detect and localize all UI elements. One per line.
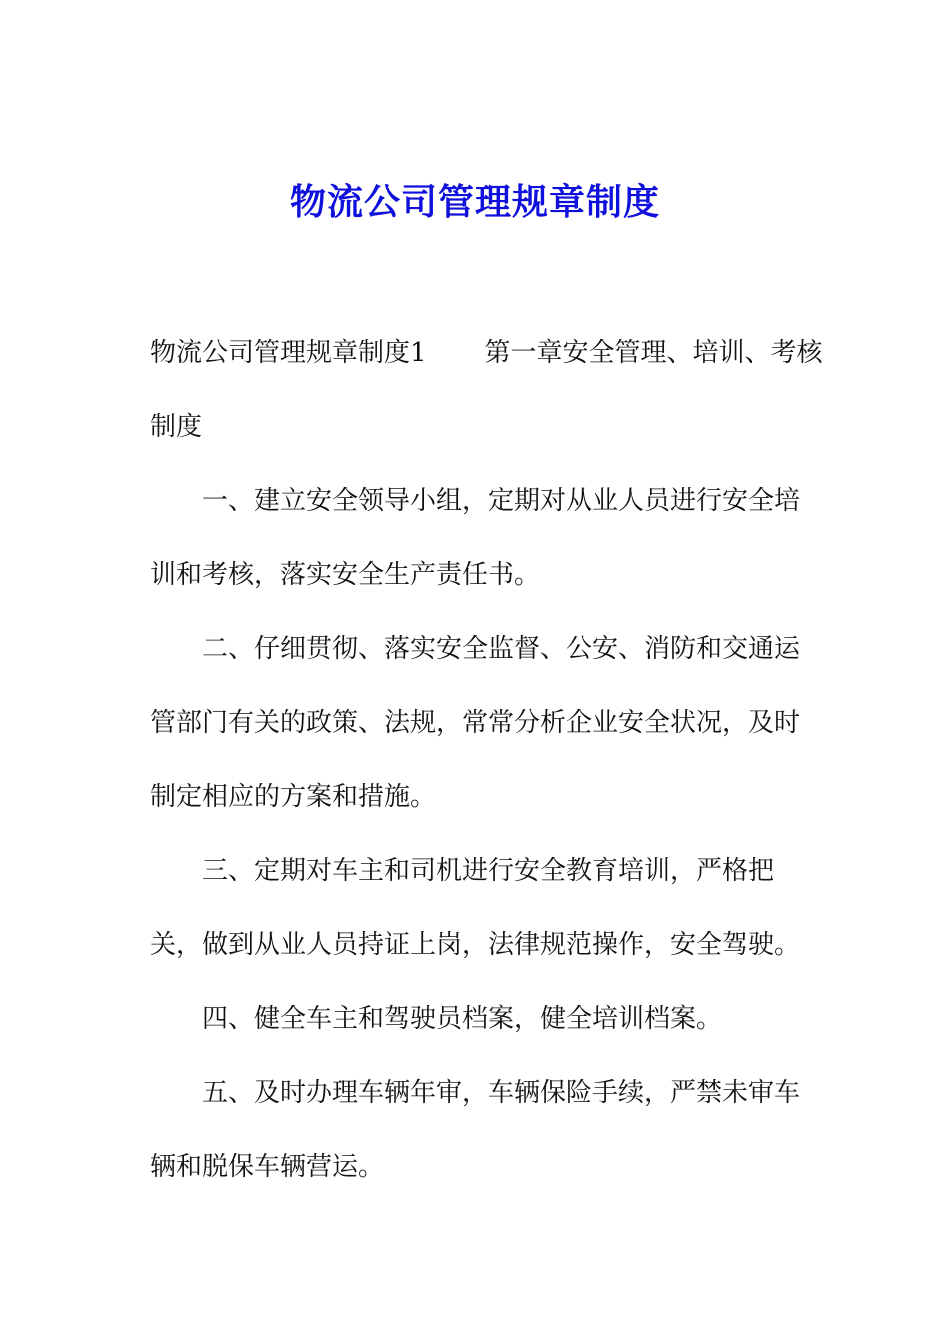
document-title: 物流公司管理规章制度 xyxy=(289,181,660,223)
paragraph-line: 三、定期对车主和司机进行安全教育培训，严格把 xyxy=(202,856,775,886)
chapter-heading: 第一章安全管理、培训、考核 xyxy=(484,338,823,368)
paragraph-line: 管部门有关的政策、法规，常常分析企业安全状况，及时 xyxy=(150,708,801,738)
section-heading: 物流公司管理规章制度1 xyxy=(150,338,427,368)
paragraph-line: 一、建立安全领导小组，定期对从业人员进行安全培 xyxy=(202,486,801,516)
paragraph-line xyxy=(150,316,823,390)
paragraph-line: 关，做到从业人员持证上岗，法律规范操作，安全驾驶。 xyxy=(150,930,801,960)
paragraph-line: 训和考核，落实安全生产责任书。 xyxy=(150,560,541,590)
paragraph-line: 五、及时办理车辆年审，车辆保险手续，严禁未审车 xyxy=(202,1078,801,1108)
paragraph-line: 制度 xyxy=(150,412,203,442)
paragraph-line: 二、仔细贯彻、落实安全监督、公安、消防和交通运 xyxy=(202,634,801,664)
paragraph-line: 四、健全车主和驾驶员档案，健全培训档案。 xyxy=(202,1004,723,1034)
paragraph-line: 辆和脱保车辆营运。 xyxy=(150,1152,385,1182)
document-body xyxy=(150,316,823,1204)
paragraph-line: 制定相应的方案和措施。 xyxy=(150,782,437,812)
